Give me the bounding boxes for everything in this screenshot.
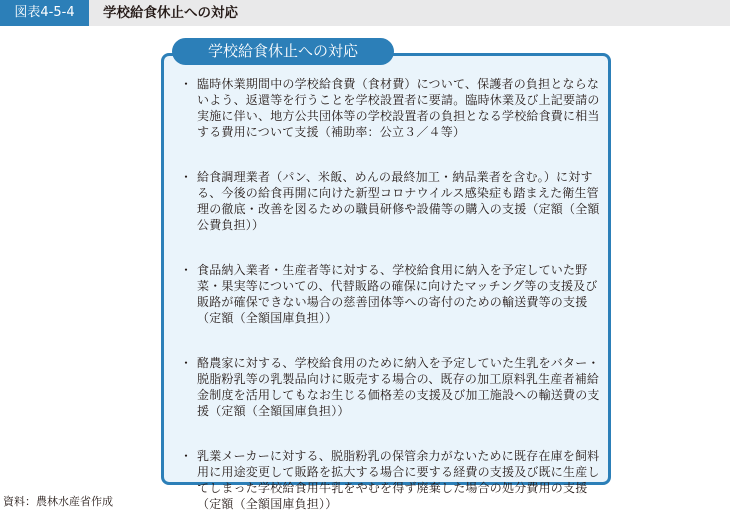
list-item-text: 乳業メーカーに対する、脱脂粉乳の保管余力がないために既存在庫を飼料用に用途変更して販路を拡大する場合に要する経費の支援及び既に生産してしまった学校給食用牛乳をやむを得ず廃棄した場合の処分費用の支援（定額（全額国庫負担）） [197,449,600,511]
list-item [180,262,600,326]
list-item-text: 臨時休業期間中の学校給食費（食材費）について、保護者の負担とならないよう、返還等を行うことを学校設置者に要請。臨時休業及び上記要請の実施に伴い、地方公共団体等の学校設置者の負担となる学校給食費に相当する費用について支援（補助率：公立３／４等） [197,77,600,139]
list-item [180,448,600,511]
bullet-mark: ・ [180,449,193,463]
figure-number-badge: 図表4-5-4 [0,0,89,26]
figure-title: 学校給食休止への対応 [103,5,238,21]
source-note: 資料：農林水産省作成 [3,495,113,508]
list-item [180,355,600,419]
box-title: 学校給食休止への対応 [172,38,394,65]
bullet-mark: ・ [180,356,193,370]
bullet-mark: ・ [180,263,193,277]
list-item-text: 酪農家に対する、学校給食用のために納入を予定していた生乳をバター・脱脂粉乳等の乳製品向けに販売する場合の、既存の加工原料乳生産者補給金制度を活用してもなお生じる価格差の支援及び加工施設への輸送費の支援（定額（全額国庫負担）） [197,356,600,418]
list-item [180,76,600,140]
support-measures-list [180,76,600,511]
bullet-mark: ・ [180,77,193,91]
list-item [180,169,600,233]
list-item-text: 給食調理業者（パン、米飯、めんの最終加工・納品業者を含む。）に対する、今後の給食再開に向けた新型コロナウイルス感染症も踏まえた衛生管理の徹底・改善を図るための職員研修や設備等の購入の支援（定額（全額公費負担）） [197,170,600,232]
list-item-text: 食品納入業者・生産者等に対する、学校給食用に納入を予定していた野菜・果実等についての、代替販路の確保に向けたマッチング等の支援及び販路が確保できない場合の慈善団体等への寄付のための輸送費等の支援（定額（全額国庫負担）） [197,263,598,325]
bullet-mark: ・ [180,170,193,184]
